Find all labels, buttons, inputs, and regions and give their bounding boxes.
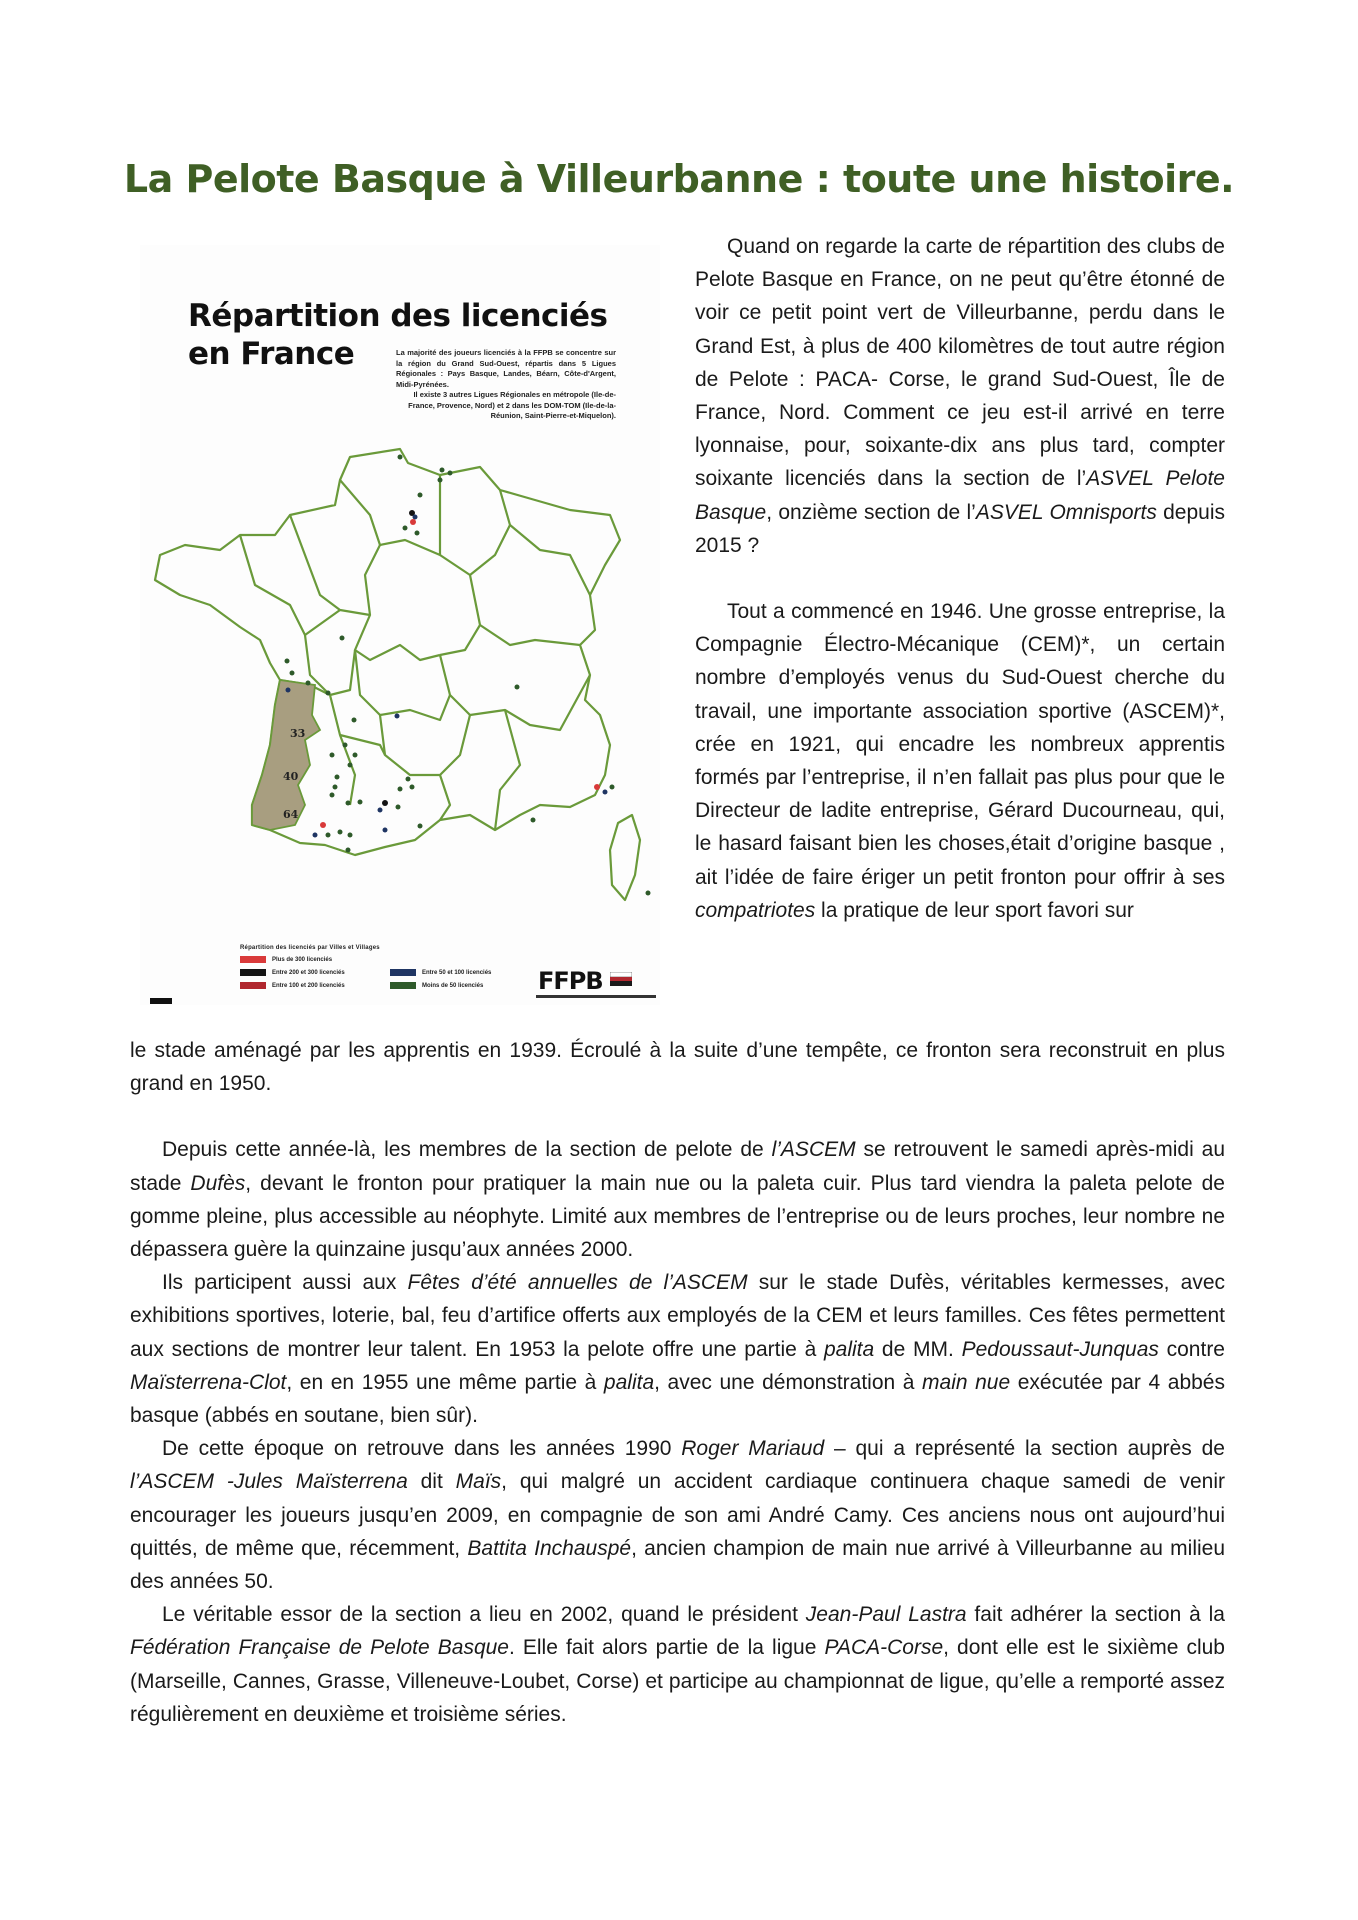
- legend-label: Entre 100 et 200 licenciés: [272, 982, 345, 989]
- city-dots: [285, 455, 651, 896]
- dept-64: 64: [283, 808, 299, 821]
- figure-title-line2: en France: [188, 336, 355, 372]
- paragraph-1: Quand on regarde la carte de répartition des clubs de Pelote Basque en France, on ne peut qu’être étonné de voir ce petit point vert de Villeurbanne, perdu dans le Grand Est, à plus de 400 kilomètres de tout autre région de Pelote : PACA- Corse, le grand Sud-Ouest, Île de France, Nord. Comment ce jeu est-il arrivé en terre lyonnaise, pour, soixante-dix ans plus tard, compter soixante licenciés dans la section de l’ASVEL Pelote Basque, onzième section de l’ASVEL Omnisports depuis 2015 ?: [695, 235, 1226, 557]
- legend-swatch-black: [240, 969, 266, 976]
- legend-item: [390, 982, 540, 989]
- dept-40: 40: [283, 770, 299, 783]
- ffpb-subtitle-bar: [536, 995, 656, 998]
- page-title: La Pelote Basque à Villeurbanne : toute une histoire.: [123, 157, 1235, 202]
- caption-part2: Il existe 3 autres Ligues Régionales en métropole (Ile-de-France, Provence, Nord) et 2 dans les DOM-TOM (Ile-de-la-Réunion, Saint-Pierre-et-Miquelon).: [408, 390, 616, 420]
- paragraph-2-continued: le stade aménagé par les apprentis en 1939. Écroulé à la suite d’une tempête, ce fronton sera reconstruit en plus grand en 1950.: [130, 1039, 1225, 1096]
- legend-swatch-green: [390, 982, 416, 989]
- figure-title-line1: Répartition des licenciés: [188, 298, 608, 334]
- legend-item: [240, 982, 390, 989]
- dept-33: 33: [290, 727, 306, 740]
- article-full-column: [130, 1034, 1225, 1731]
- legend-swatch-darkred: [240, 982, 266, 989]
- article-right-column: [695, 230, 1225, 927]
- decorative-bar: [150, 998, 172, 1004]
- map-legend: [240, 945, 540, 989]
- paragraph-3: Depuis cette année-là, les membres de la section de pelote de l’ASCEM se retrouvent le samedi après-midi au stade Dufès, devant le fronton pour pratiquer la main nue ou la paleta cuir. Plus tard viendra la paleta pelote de gomme pleine, plus accessible au néophyte. Limité aux membres de l’entreprise ou de leurs proches, leur nombre ne dépassera guère la quinzaine jusqu’aux années 2000.: [130, 1138, 1225, 1262]
- paragraph-5: De cette époque on retrouve dans les années 1990 Roger Mariaud – qui a représenté la section auprès de l’ASCEM -Jules Maïsterrena dit Maïs, qui malgré un accident cardiaque continuera chaque samedi de venir encourager les joueurs jusqu’en 2009, en compagnie de son ami André Camy. Ces anciens nous ont aujourd’hui quittés, de même que, récemment, Battita Inchauspé, ancien champion de main nue arrivé à Villeurbanne au milieu des années 50.: [130, 1437, 1226, 1594]
- corsica-outline: [610, 815, 640, 900]
- caption-part1: La majorité des joueurs licenciés à la FFPB se concentre sur la région du Grand Sud-Ouest, répartis dans 5 Ligues Régionales : Pays Basque, Landes, Béarn, Côte-d'Argent, Midi-Pyrénées.: [396, 348, 616, 389]
- basque-flag-icon: [610, 972, 632, 986]
- france-map: [140, 445, 660, 925]
- legend-label: Entre 200 et 300 licenciés: [272, 969, 345, 976]
- legend-label: Plus de 300 licenciés: [272, 956, 333, 963]
- map-figure: [140, 245, 660, 1005]
- ffpb-logo: FFPB: [538, 967, 603, 995]
- legend-swatch-blue: [390, 969, 416, 976]
- paragraph-2: Tout a commencé en 1946. Une grosse entreprise, la Compagnie Électro-Mécanique (CEM)*, un certain nombre d’employés venus du Sud-Ouest cherche du travail, une importante association sportive (ASCEM)*, crée en 1921, qui encadre les nombreux apprentis formés par l’entreprise, il n’en fallait pas plus pour que le Directeur de ladite entreprise, Gérard Ducourneau, qui, le hasard faisant bien les choses,était d’origine basque , ait l’idée de faire ériger un petit fronton pour offrir à ses compatriotes la pratique de leur sport favori sur: [695, 600, 1225, 922]
- figure-caption: [396, 348, 616, 422]
- paragraph-6: Le véritable essor de la section a lieu en 2002, quand le président Jean-Paul Lastra fait adhérer la section à la Fédération Française de Pelote Basque. Elle fait alors partie de la ligue PACA-Corse, dont elle est le sixième club (Marseille, Cannes, Grasse, Villeneuve-Loubet, Corse) et participe au championnat de ligue, qu’elle a remporté assez régulièrement en deuxième et troisième séries.: [130, 1603, 1225, 1726]
- legend-swatch-red: [240, 956, 266, 963]
- legend-title: Répartition des licenciés par Villes et Villages: [240, 945, 380, 951]
- paragraph-4: Ils participent aussi aux Fêtes d’été annuelles de l’ASCEM sur le stade Dufès, véritables kermesses, avec exhibitions sportives, loterie, bal, feu d’artifice offerts aux employés de la CEM et leurs familles. Ces fêtes permettent aux sections de montrer leur talent. En 1953 la pelote offre une partie à palita de MM. Pedoussaut-Junquas contre Maïsterrena-Clot, en en 1955 une même partie à palita, avec une démonstration à main nue exécutée par 4 abbés basque (abbés en soutane, bien sûr).: [130, 1271, 1226, 1428]
- legend-item: [390, 969, 540, 976]
- legend-label: Entre 50 et 100 licenciés: [422, 969, 492, 976]
- legend-item: [240, 969, 390, 976]
- legend-item: [240, 956, 390, 963]
- legend-label: Moins de 50 licenciés: [422, 982, 484, 989]
